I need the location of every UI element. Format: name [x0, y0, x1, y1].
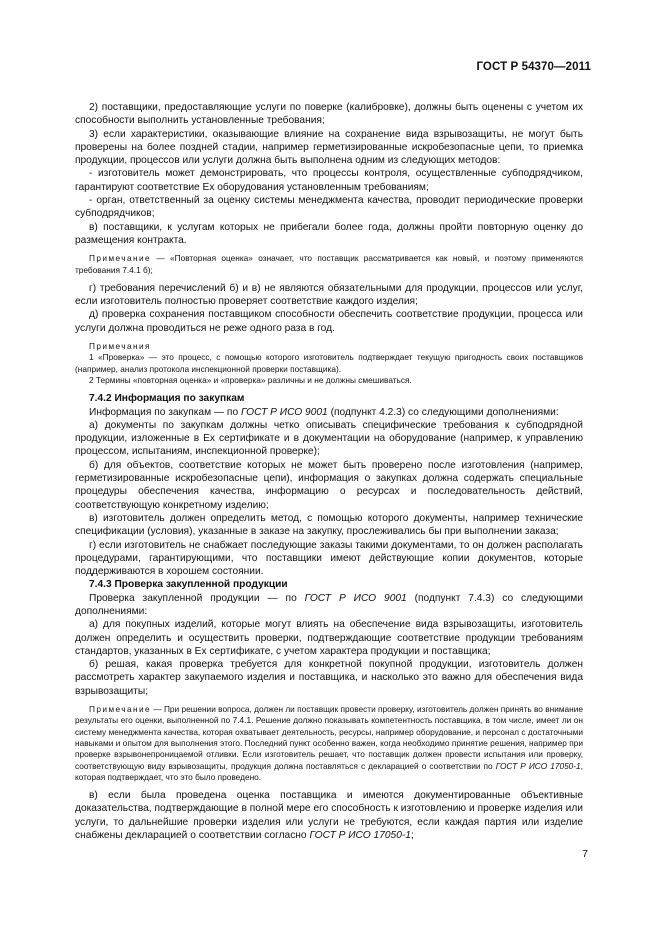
note-label: Примечание — [89, 704, 152, 715]
standard-reference: ГОСТ Р ИСО 17050-1 — [309, 830, 411, 842]
note-label: Примечание — [89, 253, 152, 264]
standard-reference: ГОСТ Р ИСО 17050-1 — [495, 760, 581, 771]
paragraph: 2) поставщики, предоставляющие услуги по поверке (калибровке), должны быть оценены с учетом их способности выполнить установленные требования; — [75, 102, 583, 127]
paragraph: г) требования перечислений б) и в) не являются обязательными для продукции, процессов или услуг, если изготовитель полностью проверяет соответствие каждого изделия; — [75, 282, 583, 308]
page-number: 7 — [582, 848, 588, 860]
list-item: б) для объектов, соответствие которых не может быть проверено после изготовления (например, герметизированные искробезопасные цепи), информация о закупках должна содержать специальные процедуры обеспечения качества, информацию о ресурсах и последовательность действий, соответствующую конкретному изделию; — [75, 459, 583, 511]
list-item: в) изготовитель должен определить метод, с помощью которого документы, например технические спецификации (условия), указанные в заказе на закупку, прослеживались бы при выполнении заказа; — [75, 512, 583, 538]
intro-text: Проверка закупленной продукции — по — [89, 592, 305, 604]
intro-text: (подпункт 7.4.3) со следующими дополнениями: — [75, 592, 583, 617]
standard-reference: ГОСТ Р ИСО 9001 — [304, 592, 407, 604]
section-intro — [75, 406, 583, 419]
section-heading-7-4-2: 7.4.2 Информация по закупкам — [89, 393, 245, 405]
note-item: 2 Термины «повторная оценка» и «проверка» различны и не должны смешиваться. — [89, 374, 412, 385]
note-item: 1 «Проверка» — это процесс, с помощью которого изготовитель подтверждает текущую пригодность своих поставщиков (например, анализ протокола инспекционной проверки поставщика). — [75, 352, 583, 374]
paragraph: в) поставщики, к услугам которых не прибегали более года, должны пройти повторную оценку до размещения контракта. — [75, 221, 583, 246]
list-item-text: ; — [410, 830, 414, 842]
intro-text: Информация по закупкам — по — [89, 406, 241, 418]
standard-reference: ГОСТ Р ИСО 9001 — [240, 406, 328, 418]
list-item-text: в) если была проведена оценка поставщика и имеются документированные объективные доказательства, подтверждающие в полной мере его способность к изготовлению и проверке изделия или услуги, то дальнейшие проверки изделия или услуги не требуются, если каждая партия или изделие снабжены декларацией о соответствии согласно — [75, 790, 583, 842]
paragraph: д) проверка сохранения поставщиком способности обеспечить соответствие продукции, процесса или услуги должна проводиться не реже одного раза в год. — [75, 309, 583, 334]
section-heading-7-4-3: 7.4.3 Проверка закупленной продукции — [89, 579, 288, 591]
paragraph: 3) если характеристики, оказывающие влияние на сохранение вида взрывозащиты, не могут быть проверены на более поздней стадии, например герметизированные искробезопасные цепи, то приемка продукции, процессов или услуги должна быть выполнена одним из следующих методов: — [75, 128, 583, 167]
list-item: г) если изготовитель не снабжает последующие заказы такими документами, то он должен располагать процедурами, гарантирующими, что поставщики имеют действующие копии документов, которые поддерживаются в хорошем состоянии. — [75, 539, 583, 578]
note-text: , которая подтверждает, что это было проведено. — [75, 760, 583, 782]
note-text: — При решении вопроса, должен ли поставщик провести проверку, изготовитель должен принять во внимание результаты его оценки, выполненной по 7.4.1. Решение должно показывать компетентность поставщика, в том числе, имеет ли он систему менеджмента качества, которая охватывает деятельность, ресурсы, например оборудование, и персонал с достаточными навыками и опытом для выполнения этого. Последний пункт особенно важен, когда необходимо принятие решения, например при проверке взрывонепроницаемой отливки. Если изготовитель решает, что поставщик должен провести испытания или проверку, соответствующую виду взрывозащиты, продукция должна поставляться с декларацией о соответствии по — [75, 704, 583, 771]
document-id: ГОСТ Р 54370—2011 — [476, 61, 591, 73]
list-item: а) для покупных изделий, которые могут влиять на обеспечение вида взрывозащиты, изготовитель должен определить и осуществить проверки, подтверждающие соответствие продукции требованиям стандартов, указанных в Ex сертификате, с учетом характера продукции и поставщика; — [75, 619, 583, 657]
paragraph: - изготовитель может демонстрировать, что процессы контроля, осуществленные субподрядчиком, гарантируют соответствие Ex оборудования установленным требованиям; — [75, 168, 583, 193]
note-text: — «Повторная оценка» означает, что поставщик рассматривается как новый, и поэтому применяются требования 7.4.1 б); — [75, 253, 583, 275]
section-intro — [75, 592, 583, 619]
list-item — [75, 789, 583, 842]
list-item: б) решая, какая проверка требуется для конкретной покупной продукции, изготовитель должен рассмотреть характер закупаемого изделия и поставщика, и насколько это важно для обеспечения вида взрывозащиты; — [75, 659, 583, 697]
intro-text: (подпункт 4.2.3) со следующими дополнениями: — [327, 406, 559, 418]
note — [75, 704, 583, 783]
paragraph: - орган, ответственный за оценку системы менеджмента качества, проводит периодические проверки субподрядчиков; — [75, 195, 583, 220]
page-body — [75, 101, 583, 842]
list-item: а) документы по закупкам должны четко описывать специфические требования к субподрядной продукции, изложенные в Ex сертификате и в документации на оборудование (например, к управлению процессом, испытаниям, инспекционной проверке); — [75, 419, 583, 458]
notes-title: Примечания — [89, 341, 151, 352]
note — [75, 253, 583, 276]
